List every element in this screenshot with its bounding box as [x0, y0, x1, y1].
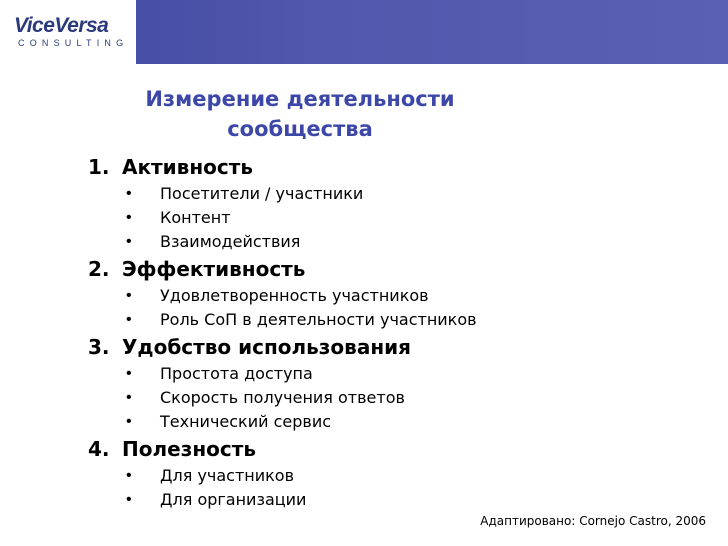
bullet-item [88, 488, 708, 512]
section-heading: Полезность [122, 437, 256, 461]
bullet-icon: • [126, 209, 132, 226]
slide-title-line-2: сообщества [227, 117, 373, 141]
slide-title [145, 84, 455, 144]
bullet-item [88, 410, 708, 434]
bullet-item [88, 308, 708, 332]
bullet-item [88, 230, 708, 254]
section-number: 4. [88, 437, 110, 461]
section-number: 2. [88, 257, 110, 281]
section-heading: Удобство использования [122, 335, 411, 359]
bullet-item-label: Для организации [160, 490, 307, 509]
logo-wordmark: ViceVersa [14, 14, 109, 37]
bullet-icon: • [126, 491, 132, 508]
bullet-item [88, 362, 708, 386]
bullet-item [88, 206, 708, 230]
bullet-icon: • [126, 185, 132, 202]
section-number: 1. [88, 155, 110, 179]
bullet-icon: • [126, 467, 132, 484]
bullet-item-label: Для участников [160, 466, 295, 485]
bullet-item-label: Технический сервис [160, 412, 332, 431]
outline-section [88, 152, 708, 182]
bullet-item-label: Взаимодействия [160, 232, 301, 251]
viceversa-logo [0, 0, 136, 64]
bullet-icon: • [126, 233, 132, 250]
bullet-icon: • [126, 365, 132, 382]
numbered-outline [88, 152, 708, 512]
bullet-item [88, 182, 708, 206]
bullet-icon: • [126, 413, 132, 430]
bullet-item [88, 386, 708, 410]
bullet-item-label: Контент [160, 208, 231, 227]
bullet-item [88, 464, 708, 488]
logo-tagline: CONSULTING [18, 38, 129, 48]
bullet-item-label: Посетители / участники [160, 184, 364, 203]
outline-section [88, 434, 708, 464]
section-number: 3. [88, 335, 110, 359]
bullet-item-label: Простота доступа [160, 364, 313, 383]
outline-section [88, 254, 708, 284]
outline-section [88, 332, 708, 362]
bullet-icon: • [126, 311, 132, 328]
slide-header-band [0, 0, 728, 64]
section-heading: Эффективность [122, 257, 306, 281]
bullet-item-label: Удовлетворенность участников [160, 286, 429, 305]
bullet-icon: • [126, 287, 132, 304]
bullet-item-label: Роль CoП в деятельности участников [160, 310, 477, 329]
section-heading: Активность [122, 155, 253, 179]
bullet-icon: • [126, 389, 132, 406]
attribution-note: Адаптировано: Cornejo Castro, 2006 [480, 514, 706, 528]
bullet-item [88, 284, 708, 308]
bullet-item-label: Скорость получения ответов [160, 388, 405, 407]
slide-title-line-1: Измерение деятельности [145, 87, 455, 111]
